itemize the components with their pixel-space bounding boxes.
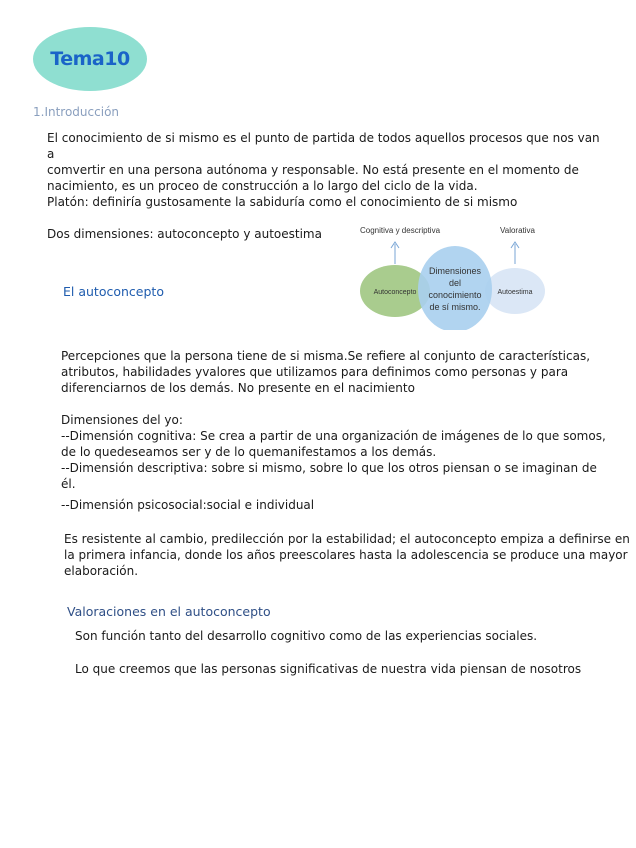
dimensiones-yo-line: --Dimensión cognitiva: Se crea a partir de una organización de imágenes de lo que somos, xyxy=(61,429,606,443)
circle-center-line: conocimiento xyxy=(428,290,482,300)
percepciones-paragraph xyxy=(61,348,621,396)
resistente-line: la primera infancia, donde los años preescolares hasta la adolescencia se produce una mayor xyxy=(64,548,628,562)
dimensiones-yo-line: de lo quedeseamos ser y de lo quemanifestamos a los demás. xyxy=(61,445,437,459)
intro-paragraph xyxy=(47,130,607,194)
resistente-paragraph xyxy=(64,531,630,579)
diagram-label-left: Cognitiva y descriptiva xyxy=(360,226,441,235)
valoraciones-line: Son función tanto del desarrollo cognitivo como de las experiencias sociales. xyxy=(75,629,538,643)
dimensions-line: Dos dimensiones: autoconcepto y autoestima xyxy=(47,227,322,241)
percepciones-line: atributos, habilidades yvalores que utilizamos para definimos como personas y para xyxy=(61,365,569,379)
circle-left-label: Autoconcepto xyxy=(373,289,417,296)
intro-line: comvertir en una persona autónoma y responsable. No está presente en el momento de xyxy=(47,163,579,177)
circle-center-line: de sí mismo. xyxy=(429,302,481,312)
resistente-line: elaboración. xyxy=(64,564,139,578)
autoconcepto-heading: El autoconcepto xyxy=(63,284,164,299)
intro-line: nacimiento, es un proceo de construcción a lo largo del ciclo de la vida. xyxy=(47,179,478,193)
circle-center-line: del xyxy=(448,278,462,288)
percepciones-line: Percepciones que la persona tiene de si misma.Se refiere al conjunto de características, xyxy=(61,349,591,363)
resistente-line: Es resistente al cambio, predilección por la estabilidad; el autoconcepto empiza a definirse en xyxy=(64,532,630,546)
diagram-label-right: Valorativa xyxy=(500,226,535,235)
dimensiones-yo-line: él. xyxy=(61,477,76,491)
dimensiones-yo xyxy=(61,412,621,492)
intro-heading: 1.Introducción xyxy=(33,105,120,119)
circle-right-label: Autoestima xyxy=(497,289,533,296)
circle-center-line: Dimensiones xyxy=(428,266,482,276)
valoraciones-line: Lo que creemos que las personas significativas de nuestra vida piensan de nosotros xyxy=(75,662,582,676)
dimensiones-yo-heading: Dimensiones del yo: xyxy=(61,413,183,427)
valoraciones-heading: Valoraciones en el autoconcepto xyxy=(67,604,271,619)
page-title: Tema10 xyxy=(50,48,130,70)
percepciones-line: diferenciarnos de los demás. No presente en el nacimiento xyxy=(61,381,415,395)
intro-line: El conocimiento de si mismo es el punto de partida de todos aquellos procesos que nos van a xyxy=(47,131,600,161)
dimensiones-yo-line: --Dimensión descriptiva: sobre si mismo, sobre lo que los otros piensan o se imaginan de xyxy=(61,461,597,475)
circle-dimensiones xyxy=(418,246,492,330)
dimensions-diagram xyxy=(350,220,560,330)
plato-line: Platón: definiría gustosamente la sabiduría como el conocimiento de si mismo xyxy=(47,195,518,209)
dimension-psicosocial: --Dimensión psicosocial:social e individual xyxy=(61,498,315,512)
